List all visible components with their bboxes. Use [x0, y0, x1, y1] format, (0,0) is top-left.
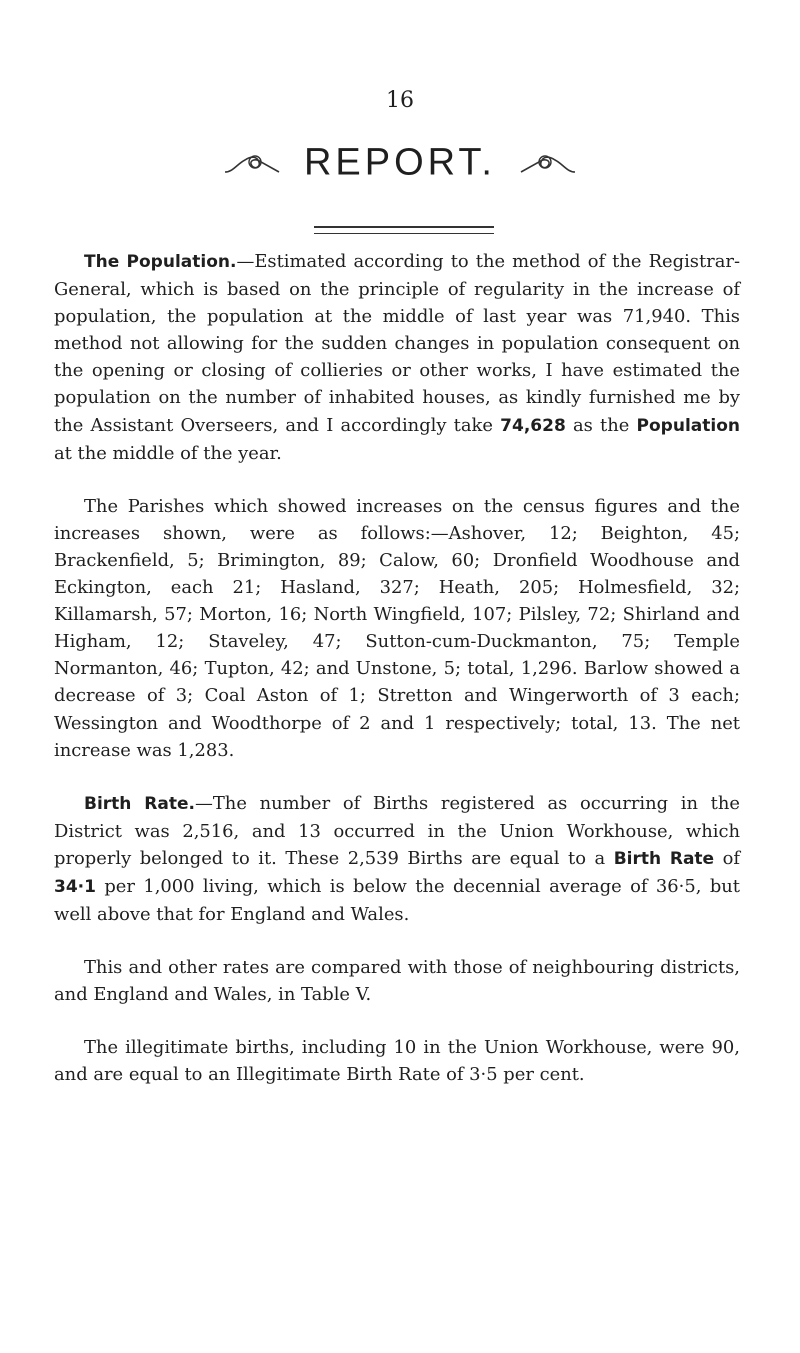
heading-double-rule	[314, 226, 494, 234]
birth-rate-text-1: —The number of Births registered as occurring in the District was 2,516, and 13 occurred in the Union Workhouse, which properly belonged to it. These 2,539 Births are equal to a	[54, 792, 740, 869]
left-scroll-ornament-icon	[223, 150, 281, 176]
birth-rate-term: Birth Rate	[613, 848, 715, 869]
population-paragraph	[54, 248, 740, 467]
right-scroll-ornament-icon	[519, 150, 577, 176]
parishes-paragraph: The Parishes which showed increases on the census figures and the increases shown, were as follows:—Ashover, 12; Beighton, 45; Brackenfield, 5; Brimington, 89; Calow, 60; Dronfield Woodhouse and Eckington, each 21; Hasland, 327; Heath, 205; Holmesfield, 32; Killamarsh, 57; Morton, 16; North Wingfield, 107; Pilsley, 72; Shirland and Higham, 12; Staveley, 47; Sutton-cum-Duckmanton, 75; Temple Normanton, 46; Tupton, 42; and Unstone, 5; total, 1,296. Barlow showed a decrease of 3; Coal Aston of 1; Stretton and Wingerworth of 3 each; Wessington and Woodthorpe of 2 and 1 respectively; total, 13. The net increase was 1,283.	[54, 495, 740, 761]
report-body	[54, 248, 740, 1089]
population-text-1: —Estimated according to the method of the Registrar-General, which is based on the principle of regularity in the increase of population, the population at the middle of last year was 71,940. This method not allowing for the sudden changes in population consequent on the opening or closing of collieries or other works, I have estimated the population on the number of inhabited houses, as kindly furnished me by the Assistant Overseers, and I accordingly take	[54, 251, 740, 436]
birth-rate-text-2: of	[714, 847, 740, 869]
birth-rate-lead: Birth Rate.	[84, 793, 195, 814]
population-text-3: at the middle of the year.	[54, 442, 282, 464]
birth-rate-figure: 34·1	[54, 876, 96, 897]
report-heading	[0, 140, 800, 184]
page-number: 16	[386, 88, 414, 113]
population-lead: The Population.	[84, 252, 237, 272]
report-title: REPORT.	[303, 141, 496, 184]
population-figure: 74,628	[500, 415, 566, 436]
comparison-paragraph: This and other rates are compared with those of neighbouring districts, and England and Wales, in Table V.	[54, 957, 740, 1006]
population-text-2: as the	[565, 414, 637, 436]
illegitimate-paragraph: The illegitimate births, including 10 in the Union Workhouse, were 90, and are equal to an Illegitimate Birth Rate of 3·5 per cent.	[54, 1037, 740, 1086]
population-term: Population	[636, 415, 740, 436]
birth-rate-text-3: per 1,000 living, which is below the decennial average of 36·5, but well above that for England and Wales.	[54, 875, 740, 926]
birth-rate-paragraph	[54, 790, 740, 928]
